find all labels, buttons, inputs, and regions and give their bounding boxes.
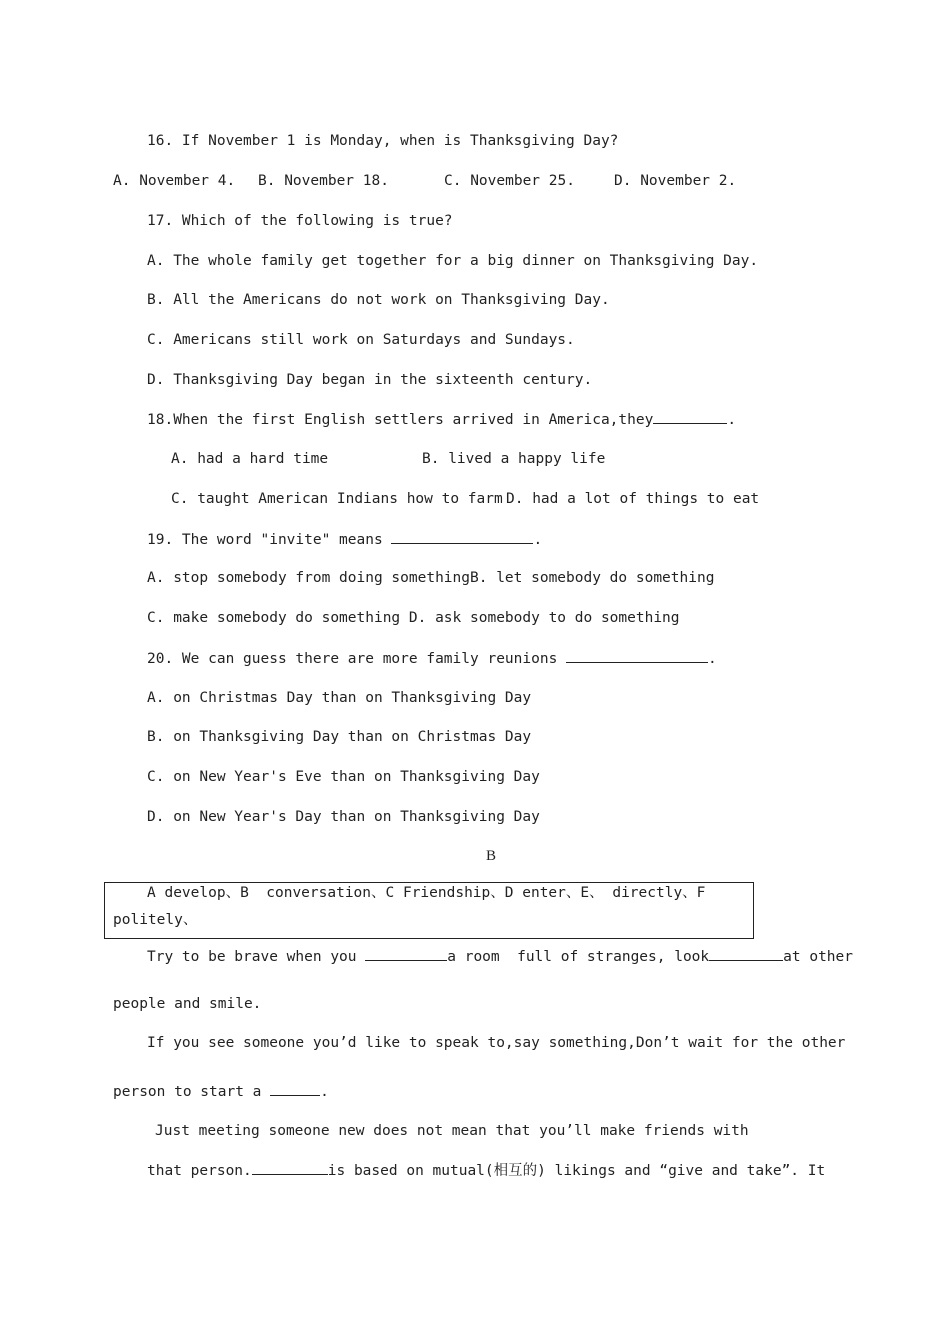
passage-line-3: If you see someone you’d like to speak to,say something,Don’t wait for the other bbox=[147, 1035, 846, 1051]
q16-option-b: B. November 18. bbox=[258, 173, 389, 189]
q20-option-c: C. on New Year's Eve than on Thanksgiving Day bbox=[147, 769, 540, 785]
passage-text: a room full of stranges, look bbox=[447, 949, 710, 965]
q20-answer-blank[interactable] bbox=[566, 648, 708, 663]
q20-option-a: A. on Christmas Day than on Thanksgiving Day bbox=[147, 690, 532, 706]
passage-blank-1[interactable] bbox=[365, 946, 447, 961]
passage-text: that person. bbox=[147, 1163, 252, 1179]
q18-option-d: D. had a lot of things to eat bbox=[506, 491, 760, 507]
passage-line-2: people and smile. bbox=[113, 996, 262, 1012]
q18-option-a: A. had a hard time bbox=[171, 451, 329, 467]
passage-text: Try to be brave when you bbox=[147, 949, 357, 965]
q17-option-d: D. Thanksgiving Day began in the sixteenth century. bbox=[147, 372, 593, 388]
q19-answer-blank[interactable] bbox=[391, 529, 533, 544]
q17-stem: 17. Which of the following is true? bbox=[147, 213, 453, 229]
q20-option-d: D. on New Year's Day than on Thanksgiving Day bbox=[147, 809, 540, 825]
passage-line-6 bbox=[147, 1160, 825, 1181]
word-bank-line-2: politely、 bbox=[113, 912, 198, 928]
q19-stem: 19. The word "invite" means bbox=[147, 532, 383, 548]
passage-line-1 bbox=[147, 946, 853, 967]
section-b-heading: B bbox=[486, 848, 497, 864]
q20-stem-line bbox=[147, 648, 717, 669]
q18-option-b: B. lived a happy life bbox=[422, 451, 606, 467]
passage-text: is based on mutual(相互的) likings and “give and take”. It bbox=[327, 1163, 826, 1179]
q16-option-a: A. November 4. bbox=[113, 173, 236, 189]
passage-blank-3[interactable] bbox=[270, 1081, 320, 1096]
q19-option-ab: A. stop somebody from doing somethingB. let somebody do something bbox=[147, 570, 715, 586]
passage-text: at other bbox=[783, 949, 853, 965]
q18-end: . bbox=[727, 412, 737, 428]
passage-line-4 bbox=[113, 1081, 329, 1102]
passage-text: . bbox=[320, 1084, 329, 1100]
q20-stem: 20. We can guess there are more family reunions bbox=[147, 651, 558, 667]
q19-end: . bbox=[533, 532, 543, 548]
q17-option-c: C. Americans still work on Saturdays and Sundays. bbox=[147, 332, 575, 348]
passage-line-5: Just meeting someone new does not mean that you’ll make friends with bbox=[155, 1123, 749, 1139]
passage-blank-4[interactable] bbox=[252, 1160, 328, 1175]
q17-option-b: B. All the Americans do not work on Thanksgiving Day. bbox=[147, 292, 610, 308]
q19-stem-line bbox=[147, 529, 542, 550]
q16-stem: 16. If November 1 is Monday, when is Thanksgiving Day? bbox=[147, 133, 619, 149]
q16-option-c: C. November 25. bbox=[444, 173, 575, 189]
q20-end: . bbox=[708, 651, 717, 667]
q18-stem: 18.When the first English settlers arrived in America,they bbox=[147, 412, 654, 428]
q18-option-c: C. taught American Indians how to farm bbox=[171, 491, 503, 507]
q17-option-a: A. The whole family get together for a big dinner on Thanksgiving Day. bbox=[147, 253, 759, 269]
passage-text: person to start a bbox=[113, 1084, 262, 1100]
q19-option-cd: C. make somebody do something D. ask somebody to do something bbox=[147, 610, 680, 626]
q18-stem-line bbox=[147, 409, 736, 430]
q16-option-d: D. November 2. bbox=[614, 173, 737, 189]
q18-answer-blank[interactable] bbox=[653, 409, 727, 424]
word-bank-box bbox=[104, 882, 754, 939]
q20-option-b: B. on Thanksgiving Day than on Christmas Day bbox=[147, 729, 532, 745]
word-bank-line-1: A develop、B conversation、C Friendship、D enter、E、 directly、F bbox=[147, 885, 706, 901]
passage-blank-2[interactable] bbox=[709, 946, 783, 961]
